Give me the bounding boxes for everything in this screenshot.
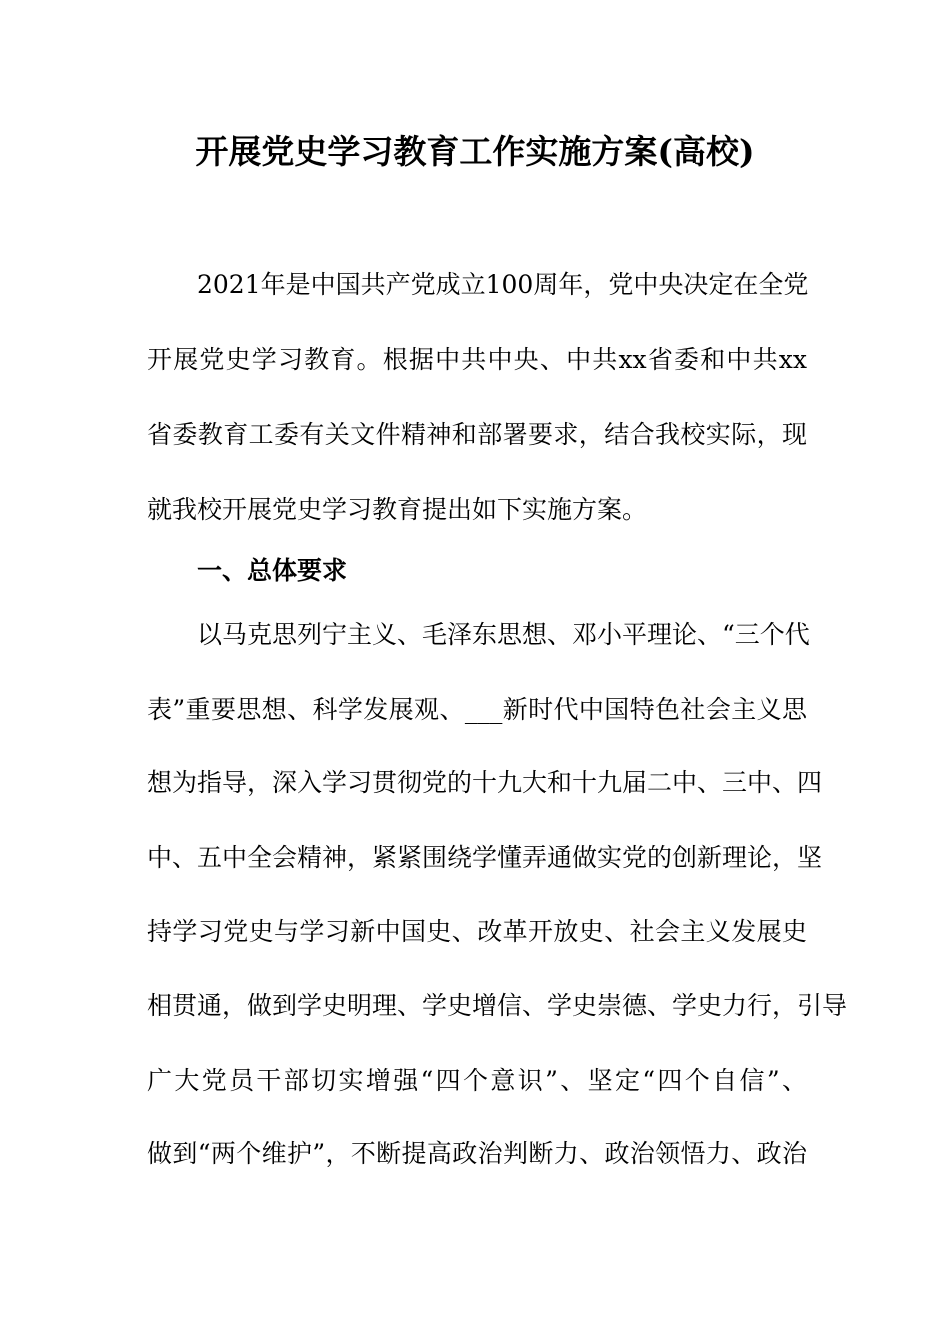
intro-line-4: 就我校开展党史学习教育提出如下实施方案。 [147,495,648,524]
section1-line-5: 持学习党史与学习新中国史、改革开放史、社会主义发展史 [147,917,807,946]
section1-line-8: 做到“两个维护”，不断提高政治判断力、政治领悟力、政治 [147,1139,807,1168]
section1-line-7: 广大党员干部切实增强“四个意识”、坚定“四个自信”、 [147,1066,807,1095]
intro-line-2: 开展党史学习教育。根据中共中央、中共xx省委和中共xx [147,345,807,374]
section1-line-1: 以马克思列宁主义、毛泽东思想、邓小平理论、“三个代 [197,620,810,649]
section1-line-4: 中、五中全会精神，紧紧围绕学懂弄通做实党的创新理论，坚 [147,843,823,872]
intro-line-3: 省委教育工委有关文件精神和部署要求，结合我校实际，现 [147,420,807,449]
document-title: 开展党史学习教育工作实施方案(高校) [195,132,755,171]
intro-line-1: 2021年是中国共产党成立100周年，党中央决定在全党 [197,270,809,299]
section1-line-2: 表”重要思想、科学发展观、___新时代中国特色社会主义思 [147,695,807,724]
section1-line-3: 想为指导，深入学习贯彻党的十九大和十九届二中、三中、四 [147,768,823,797]
section1-line-6: 相贯通，做到学史明理、学史增信、学史崇德、学史力行，引导 [147,991,848,1020]
section-heading-general-requirements: 一、总体要求 [197,556,348,585]
